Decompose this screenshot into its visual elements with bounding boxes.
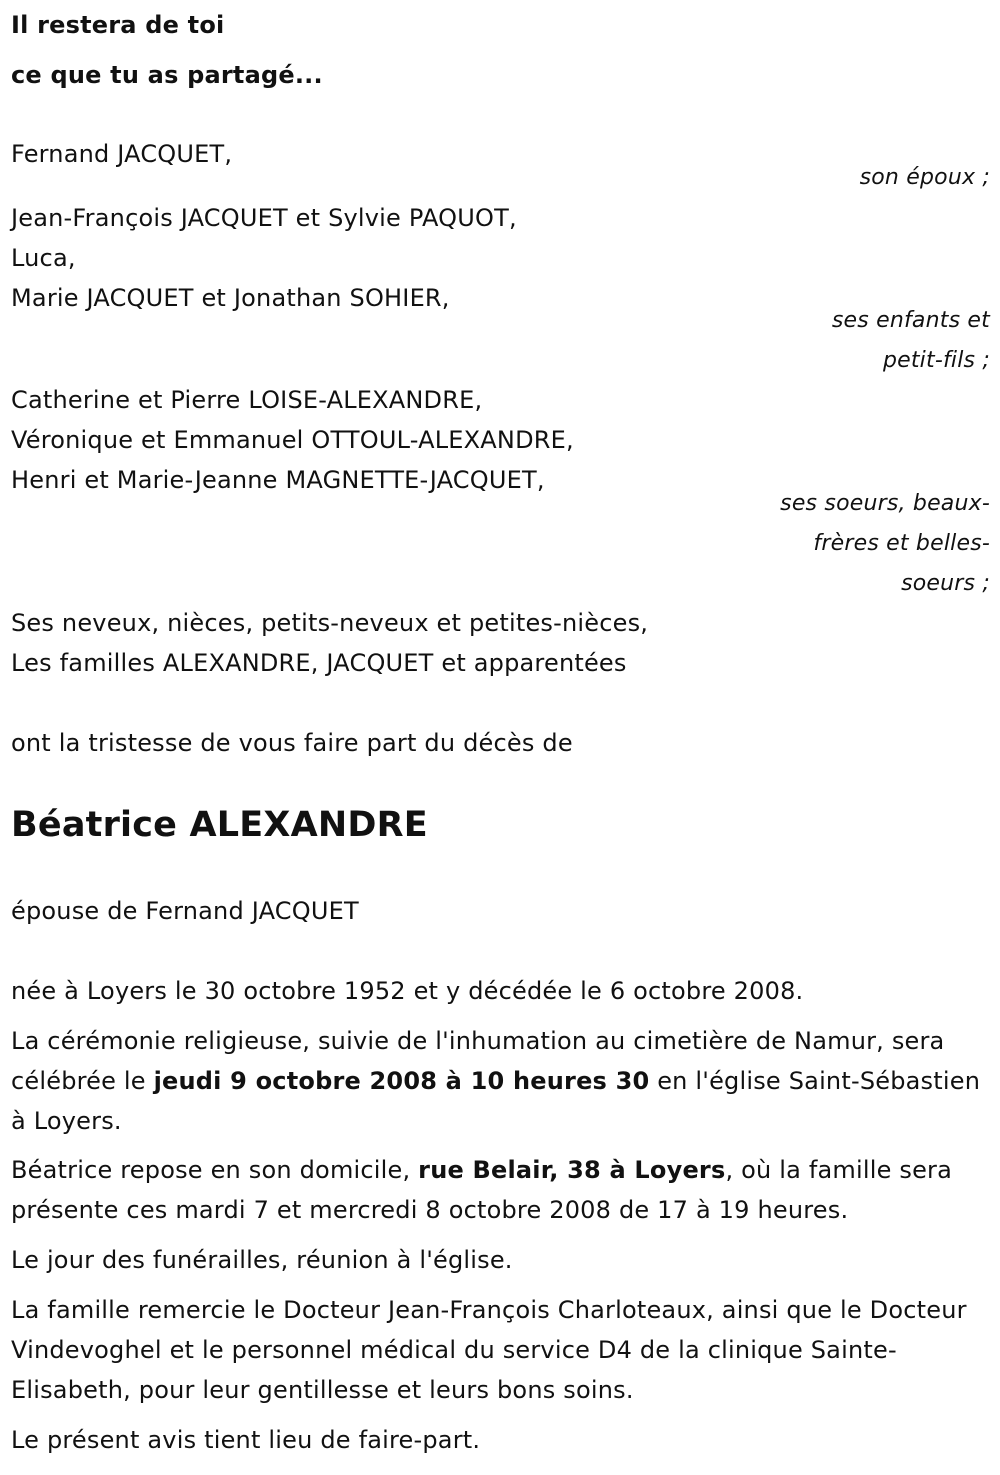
motto-line-1: Il restera de toi — [11, 11, 225, 39]
sibling-name-2: Véronique et Emmanuel OTTOUL-ALEXANDRE, — [11, 426, 574, 454]
visitation-paragraph — [11, 1150, 991, 1230]
thanks-paragraph: La famille remercie le Docteur Jean-François Charloteaux, ainsi que le Docteur Vindevoghel et le personnel médical du service D4 de la clinique Sainte-Elisabeth, pour leur gentillesse et leurs bons soins. — [11, 1296, 967, 1404]
siblings-relation-1: ses soeurs, beaux- — [780, 491, 990, 516]
ceremony-paragraph — [11, 1021, 991, 1141]
extended-family-2: Les familles ALEXANDRE, JACQUET et apparentées — [11, 649, 627, 677]
spouse-relation: son époux ; — [859, 165, 990, 190]
spouse-name: Fernand JACQUET, — [11, 140, 233, 168]
sibling-name-3: Henri et Marie-Jeanne MAGNETTE-JACQUET, — [11, 466, 545, 494]
child-name-1: Jean-François JACQUET et Sylvie PAQUOT, — [11, 204, 517, 232]
motto-line-2: ce que tu as partagé... — [11, 61, 323, 89]
ceremony-text-after: en l'église Saint-Sébastien à Loyers. — [11, 1067, 981, 1135]
ceremony-date: jeudi 9 octobre 2008 à 10 heures 30 — [153, 1067, 650, 1095]
children-relation-1: ses enfants et — [831, 308, 990, 333]
siblings-relation-2: frères et belles- — [813, 531, 990, 556]
closing-text: Le présent avis tient lieu de faire-part. — [11, 1426, 481, 1454]
sibling-name-1: Catherine et Pierre LOISE-ALEXANDRE, — [11, 386, 483, 414]
spouse-of-text: épouse de Fernand JACQUET — [11, 897, 359, 925]
visitation-text-before: Béatrice repose en son domicile, — [11, 1156, 419, 1184]
deceased-name: Béatrice ALEXANDRE — [11, 805, 428, 845]
announcement-text: ont la tristesse de vous faire part du décès de — [11, 729, 573, 757]
birth-death-text: née à Loyers le 30 octobre 1952 et y décédée le 6 octobre 2008. — [11, 977, 804, 1005]
child-name-2: Luca, — [11, 244, 76, 272]
child-name-3: Marie JACQUET et Jonathan SOHIER, — [11, 284, 450, 312]
children-relation-2: petit-fils ; — [882, 348, 990, 373]
ceremony-text-before: La cérémonie religieuse, suivie de l'inhumation au cimetière de Namur, sera célébrée le — [11, 1027, 945, 1095]
visitation-text-after: , où la famille sera présente ces mardi 7 et mercredi 8 octobre 2008 de 17 à 19 heures. — [11, 1156, 953, 1224]
extended-family-1: Ses neveux, nièces, petits-neveux et petites-nièces, — [11, 609, 649, 637]
funeral-day-text: Le jour des funérailles, réunion à l'église. — [11, 1246, 513, 1274]
visitation-address: rue Belair, 38 à Loyers — [418, 1156, 726, 1184]
siblings-relation-3: soeurs ; — [901, 571, 990, 596]
